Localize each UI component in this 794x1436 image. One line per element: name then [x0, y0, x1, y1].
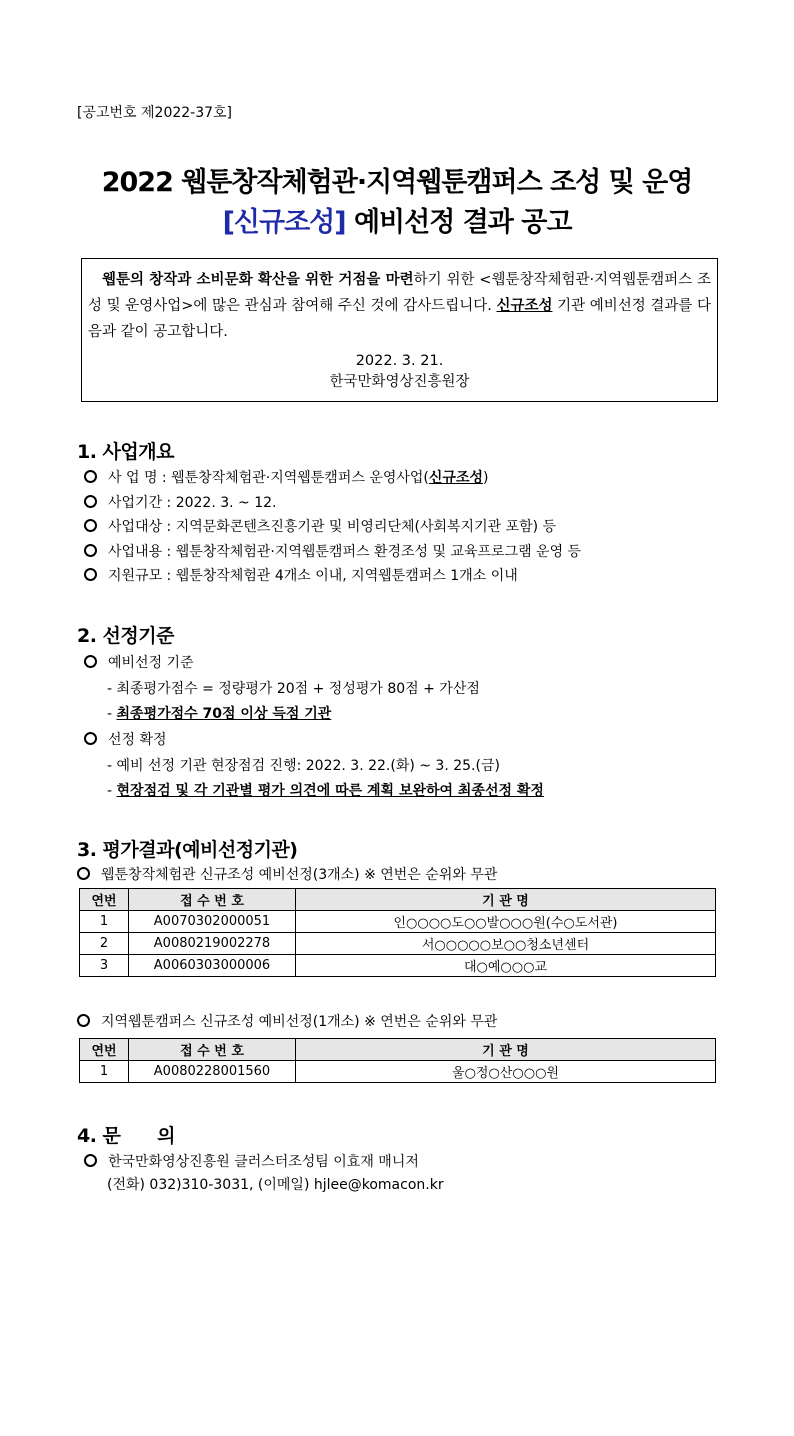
circle-bullet-icon — [84, 732, 97, 745]
col-header-org: 기 관 명 — [296, 889, 716, 911]
confirm-label: 선정 확정 — [108, 732, 167, 748]
circle-bullet-icon — [84, 544, 97, 557]
col-header-no: 연번 — [80, 1039, 129, 1061]
cell-receipt: A0070302000051 — [129, 911, 296, 933]
item-label: 지원규모 : 웹툰창작체험관 4개소 이내, 지역웹툰캠퍼스 1개소 이내 — [108, 568, 518, 584]
intro-date: 2022. 3. 21. — [355, 353, 444, 369]
page-title-line2 — [0, 200, 794, 239]
section1-heading: 1. 사업개요 — [77, 441, 174, 463]
cell-no: 3 — [80, 955, 129, 977]
cell-no: 1 — [80, 1061, 129, 1083]
criteria-bullet — [84, 652, 194, 672]
confirm-bullet — [84, 729, 167, 749]
table-header-row — [80, 1039, 716, 1061]
title-accent: [신규조성] — [222, 207, 346, 238]
cell-org: 대○예○○○교 — [296, 955, 716, 977]
circle-bullet-icon — [77, 867, 90, 880]
item-label: 사업기간 : 2022. 3. ~ 12. — [108, 495, 277, 511]
criteria-label: 예비선정 기준 — [108, 655, 194, 671]
col-header-org: 기 관 명 — [296, 1039, 716, 1061]
cell-receipt: A0060303000006 — [129, 955, 296, 977]
table-webtoon-center — [79, 888, 716, 977]
cell-no: 2 — [80, 933, 129, 955]
notice-number: [공고번호 제2022-37호] — [77, 105, 233, 121]
table-row — [80, 911, 716, 933]
confirm-note-text: 현장점검 및 각 기관별 평가 의견에 따른 계획 보완하여 최종선정 확정 — [116, 783, 544, 799]
table-row — [80, 955, 716, 977]
section1-item-5 — [84, 565, 518, 585]
col-header-no: 연번 — [80, 889, 129, 911]
dash: - — [107, 706, 117, 722]
circle-bullet-icon — [84, 568, 97, 581]
confirm-note — [107, 780, 544, 800]
cell-receipt: A0080219002278 — [129, 933, 296, 955]
col-header-receipt: 접 수 번 호 — [129, 889, 296, 911]
section1-item-1 — [84, 467, 488, 487]
cell-org: 울○정○산○○○원 — [296, 1061, 716, 1083]
section4-heading: 4. 문 의 — [77, 1125, 175, 1147]
table-header-row — [80, 889, 716, 911]
caption-text: 웹툰창작체험관 신규조성 예비선정(3개소) ※ 연번은 순위와 무관 — [101, 867, 498, 883]
cell-org: 서○○○○○보○○청소년센터 — [296, 933, 716, 955]
contact-line — [84, 1151, 419, 1171]
section2-heading: 2. 선정기준 — [77, 625, 174, 647]
table-row — [80, 933, 716, 955]
section1-item-3 — [84, 516, 556, 536]
intro-paragraph — [88, 267, 711, 345]
item-label: 사업대상 : 지역문화콘텐츠진흥기관 및 비영리단체(사회복지기관 포함) 등 — [108, 519, 557, 535]
criteria-threshold — [107, 703, 331, 723]
cell-no: 1 — [80, 911, 129, 933]
cell-receipt: A0080228001560 — [129, 1061, 296, 1083]
circle-bullet-icon — [84, 1154, 97, 1167]
intro-text: 하기 위한 <웹툰창작체험관·지역웹툰캠퍼스 조성 및 운영사업>에 많은 관심과 참여해 주신 것에 감사드립니다. — [88, 272, 711, 314]
criteria-formula: - 최종평가점수 = 정량평가 20점 + 정성평가 80점 + 가산점 — [107, 681, 480, 697]
section1-item-2 — [84, 492, 277, 512]
contact-text: 한국만화영상진흥원 클러스터조성팀 이효재 매니저 — [108, 1154, 419, 1170]
intro-box — [81, 258, 718, 402]
cell-org: 인○○○○도○○발○○○원(수○도서관) — [296, 911, 716, 933]
intro-emph: 신규조성 — [496, 298, 553, 314]
circle-bullet-icon — [84, 519, 97, 532]
item-tail: ) — [483, 470, 489, 486]
circle-bullet-icon — [84, 495, 97, 508]
table-regional-campus — [79, 1038, 716, 1083]
item-label: 사업내용 : 웹툰창작체험관·지역웹툰캠퍼스 환경조성 및 교육프로그램 운영 등 — [108, 544, 582, 560]
item-label: 사 업 명 : 웹툰창작체험관·지역웹툰캠퍼스 운영사업( — [108, 470, 429, 486]
section3-heading: 3. 평가결과(예비선정기관) — [77, 839, 298, 861]
circle-bullet-icon — [84, 655, 97, 668]
item-emph: 신규조성 — [428, 470, 483, 486]
dash: - — [107, 783, 117, 799]
table2-caption — [77, 1011, 497, 1031]
caption-text: 지역웹툰캠퍼스 신규조성 예비선정(1개소) ※ 연번은 순위와 무관 — [101, 1014, 498, 1030]
contact-details: (전화) 032)310-3031, (이메일) hjlee@komacon.kr — [107, 1177, 444, 1193]
section1-item-4 — [84, 541, 581, 561]
intro-issuer: 한국만화영상진흥원장 — [329, 374, 470, 390]
circle-bullet-icon — [77, 1014, 90, 1027]
intro-text2: 기관 예비선정 결과를 다음과 같이 공고합니다. — [88, 298, 711, 340]
page-title-line1: 2022 웹툰창작체험관·지역웹툰캠퍼스 조성 및 운영 — [101, 167, 693, 198]
table-row — [80, 1061, 716, 1083]
confirm-schedule: - 예비 선정 기관 현장점검 진행: 2022. 3. 22.(화) ~ 3. 25.(금) — [107, 758, 500, 774]
col-header-receipt: 접 수 번 호 — [129, 1039, 296, 1061]
intro-bold: 웹툰의 창작과 소비문화 확산을 위한 거점을 마련 — [102, 272, 414, 288]
table1-caption — [77, 864, 497, 884]
threshold-text: 최종평가점수 70점 이상 득점 기관 — [116, 706, 332, 722]
circle-bullet-icon — [84, 470, 97, 483]
title-rest: 예비선정 결과 공고 — [345, 207, 572, 238]
